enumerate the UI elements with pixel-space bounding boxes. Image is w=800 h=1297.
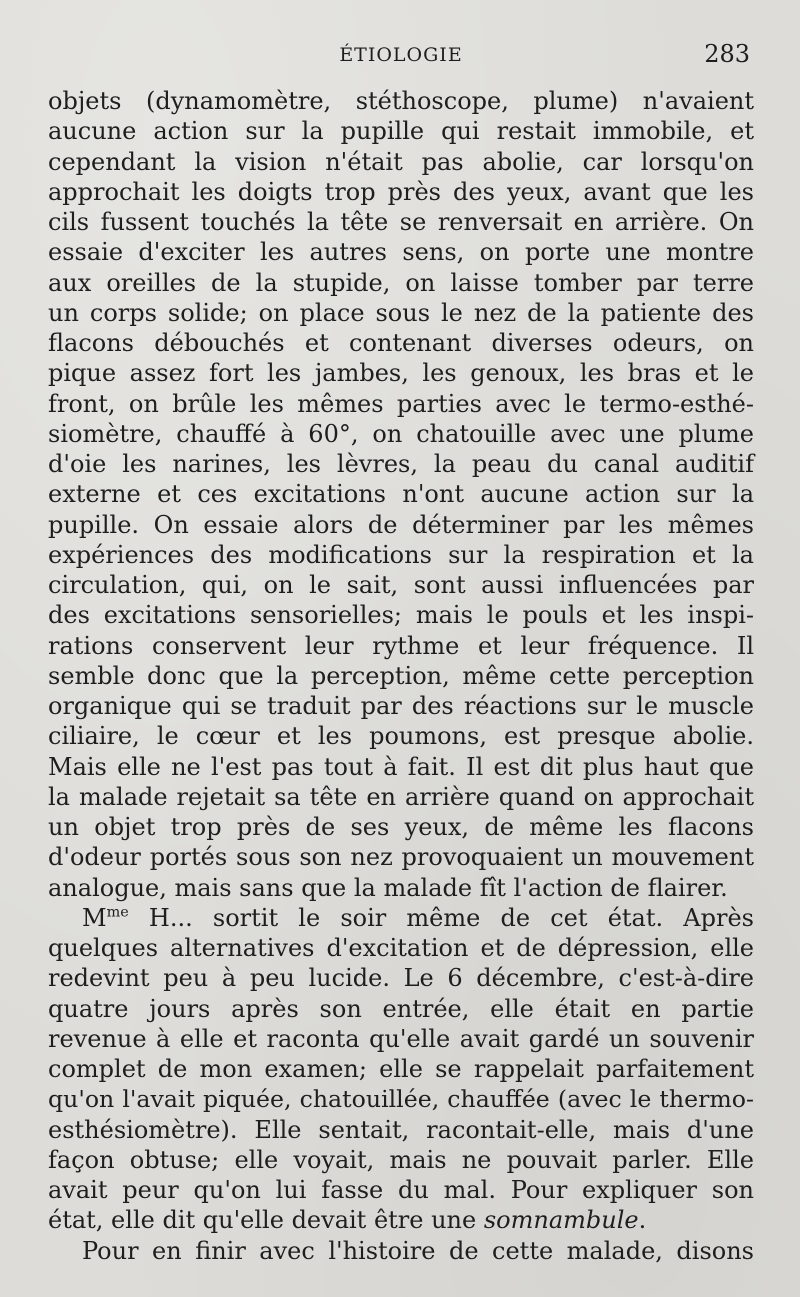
title-prefix: M [82,903,107,932]
text-line: d'oie les narines, les lèvres, la peau du canal auditif [48,450,754,478]
text-line: façon obtuse; elle voyait, mais ne pouvait parler. Elle [48,1145,754,1174]
text-line: analogue, mais sans que la malade fît l'action de flairer. [48,873,728,902]
running-head [48,40,754,74]
paragraph-3 [48,1236,754,1266]
text-line: externe et ces excitations n'ont aucune action sur la [48,480,754,509]
text-line: qu'on l'avait piquée, chatouillée, chauffée (avec le thermo- [48,1085,754,1114]
text-line: complet de mon examen; elle se rappelait parfaitement [48,1055,754,1083]
title-superscript: me [106,904,129,921]
text-line: esthésiomètre). Elle sentait, racontait-elle, mais d'une [48,1115,754,1144]
text-line: quatre jours après son entrée, elle était en partie [48,994,754,1023]
text-line: front, on brûle les mêmes parties avec le termo-esthé- [48,389,754,418]
text-line: Mais elle ne l'est pas tout à fait. Il est dit plus haut que [48,752,754,781]
text-line [48,1205,754,1235]
text-line: siomètre, chauffé à 60°, on chatouille avec une plume [48,419,754,448]
text-line: revenue à elle et raconta qu'elle avait gardé un souvenir [48,1024,754,1053]
text-line: pique assez fort les jambes, les genoux, les bras et le [48,359,754,388]
text-run: état, elle dit qu'elle devait être une [48,1206,484,1235]
text-line: redevint peu à peu lucide. Le 6 décembre, c'est-à-dire [48,964,754,993]
text-line: pupille. On essaie alors de déterminer par les mêmes [48,510,754,539]
text-line: semble donc que la perception, même cette perception [48,661,754,690]
text-line: quelques alternatives d'excitation et de dépression, elle [48,934,754,962]
text-line: un objet trop près de ses yeux, de même les flacons [48,813,754,841]
text-line: essaie d'exciter les autres sens, on porte une montre [48,238,754,267]
text-line: des excitations sensorielles; mais le pouls et les inspi- [48,601,754,630]
body-text [48,86,754,1266]
running-title: ÉTIOLOGIE [339,44,463,66]
italic-word: somnambule [483,1206,639,1235]
text-line: ciliaire, le cœur et les poumons, est presque abolie. [48,722,754,751]
text-line: objets (dynamomètre, stéthoscope, plume) n'avaient [48,87,754,115]
paragraph-1 [48,86,754,903]
text-line: aucune action sur la pupille qui restait immobile, et [48,117,754,146]
text-line: Pour en finir avec l'histoire de cette malade, disons [82,1236,754,1265]
text-run: H... sortit le soir même de cet état. Après [128,903,754,932]
text-line: un corps solide; on place sous le nez de la patiente des [48,298,754,327]
text-line: flacons débouchés et contenant diverses odeurs, on [48,329,754,357]
text-line: cependant la vision n'était pas abolie, car lorsqu'on [48,147,754,176]
text-line: d'odeur portés sous son nez provoquaient un mouvement [48,843,754,872]
text-line: organique qui se traduit par des réactions sur le muscle [48,692,754,720]
text-line [48,903,754,933]
text-run: . [638,1206,647,1235]
text-line: approchait les doigts trop près des yeux, avant que les [48,177,754,206]
page-number: 283 [704,40,750,68]
text-line: circulation, qui, on le sait, sont aussi influencées par [48,571,754,599]
text-line: la malade rejetait sa tête en arrière quand on approchait [48,782,754,811]
text-line: rations conservent leur rythme et leur fréquence. Il [48,631,754,660]
paragraph-2 [48,903,754,1236]
text-line: avait peur qu'on lui fasse du mal. Pour expliquer son [48,1176,754,1204]
text-line: aux oreilles de la stupide, on laisse tomber par terre [48,268,754,297]
text-line: cils fussent touchés la tête se renversait en arrière. On [48,208,754,236]
text-line: expériences des modifications sur la respiration et la [48,540,754,569]
